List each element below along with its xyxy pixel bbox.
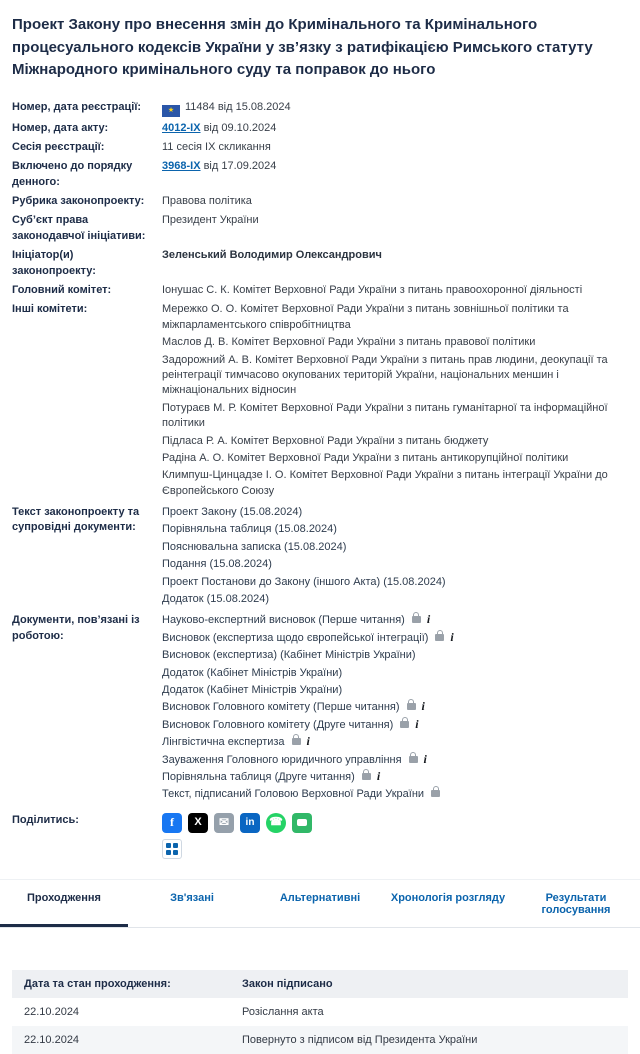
info-icon[interactable]: i xyxy=(376,768,381,783)
agenda-number-link[interactable]: 3968-IX xyxy=(162,160,201,173)
progress-date: 22.10.2024 xyxy=(24,1033,80,1046)
progress-status: Повернуто з підписом від Президента України xyxy=(242,1033,478,1046)
lock-icon xyxy=(400,721,409,728)
document-link[interactable]: Висновок (експертиза щодо європейської інтеграції) xyxy=(162,631,429,644)
documents-list xyxy=(162,505,628,609)
document-link[interactable]: Пояснювальна записка (15.08.2024) xyxy=(162,540,347,553)
act-number-link[interactable]: 4012-IX xyxy=(162,121,201,134)
email-icon[interactable]: ✉ xyxy=(214,813,234,833)
x-icon[interactable]: X xyxy=(188,813,208,833)
related-document xyxy=(162,718,628,733)
committee-item: Радіна А. О. Комітет Верховної Ради України з питань антикорупційної політики xyxy=(162,451,569,464)
related-document xyxy=(162,700,628,715)
committee-item: Маслов Д. В. Комітет Верховної Ради України з питань правової політики xyxy=(162,336,536,349)
field-label: Номер, дата акту: xyxy=(12,121,109,134)
document-link[interactable]: Порівняльна таблиця (15.08.2024) xyxy=(162,523,337,536)
lock-icon xyxy=(431,790,440,797)
agenda-date: від 17.09.2024 xyxy=(200,160,277,173)
field-label: Рубрика законопроекту: xyxy=(12,195,145,208)
committee-item: Підласа Р. А. Комітет Верховної Ради України з питань бюджету xyxy=(162,434,489,447)
field-session xyxy=(12,140,628,155)
progress-status: Розіслання акта xyxy=(242,1005,324,1018)
tab-prohodzhennia[interactable]: Проходження xyxy=(0,880,128,927)
page-title: Проект Закону про внесення змін до Кримінального та Кримінального процесуального кодексів України у зв’язку з ратифікацією Римського статуту Міжнародного кримінального суду та поправок до нього xyxy=(12,16,593,78)
field-rubric xyxy=(12,194,628,209)
initiator-name: Зеленський Володимир Олександрович xyxy=(162,249,382,262)
lock-icon xyxy=(435,634,444,641)
document-link[interactable]: Висновок (експертиза) (Кабінет Міністрів України) xyxy=(162,649,416,662)
related-document xyxy=(162,735,628,750)
info-icon[interactable]: i xyxy=(450,629,454,644)
info-icon[interactable]: i xyxy=(426,612,431,627)
field-value xyxy=(162,159,628,190)
committee-item: Мережко О. О. Комітет Верховної Ради України з питань зовнішньої політики та міжпарламентського співробітництва xyxy=(162,303,569,331)
committee-item: Задорожний А. В. Комітет Верховної Ради України з питань прав людини, деокупації та реінтеграції тимчасово окупованих територій України, національних меншин і міжнаціональних відносин xyxy=(162,353,608,397)
field-agenda xyxy=(12,159,628,190)
field-value: 11 сесія IX скликання xyxy=(162,140,271,153)
field-label: Сесія реєстрації: xyxy=(12,140,105,153)
related-document xyxy=(162,666,628,681)
field-registration xyxy=(12,100,628,117)
field-label: Головний комітет: xyxy=(12,284,112,297)
committee-item: Климпуш-Цинцадзе І. О. Комітет Верховної Ради України з питань інтеграції України до Європейського Союзу xyxy=(162,469,608,497)
info-icon[interactable]: i xyxy=(415,716,419,731)
whatsapp-icon[interactable]: ☎ xyxy=(266,813,286,833)
lock-icon xyxy=(412,616,421,623)
tab-khronolohiia[interactable]: Хронологія розгляду xyxy=(390,891,506,904)
field-value xyxy=(162,100,628,117)
related-document xyxy=(162,648,628,663)
field-initiator xyxy=(12,248,628,279)
document-link[interactable]: Порівняльна таблиця (Друге читання) xyxy=(162,770,355,783)
field-label: Поділитись: xyxy=(12,813,79,826)
field-label: Ініціатор(и) законопроекту: xyxy=(12,249,96,277)
column-header: Дата та стан проходження: xyxy=(24,977,171,990)
table-row xyxy=(12,1026,628,1054)
info-icon[interactable]: i xyxy=(306,734,310,749)
field-other-committees xyxy=(12,302,628,501)
field-label: Номер, дата реєстрації: xyxy=(12,100,142,113)
table-row xyxy=(12,998,628,1026)
document-link[interactable]: Додаток (15.08.2024) xyxy=(162,593,270,606)
progress-table-header xyxy=(12,970,628,998)
field-share xyxy=(12,813,628,859)
tab-zviazani[interactable]: Зв'язані xyxy=(170,891,214,904)
field-label: Суб’єкт права законодавчої ініціативи: xyxy=(12,214,146,242)
document-link[interactable]: Текст, підписаний Головою Верховної Ради України xyxy=(162,788,425,801)
related-document xyxy=(162,787,628,802)
related-document xyxy=(162,770,628,785)
field-value: Правова політика xyxy=(162,195,252,208)
column-header: Закон підписано xyxy=(242,977,333,990)
progress-table xyxy=(12,970,628,1054)
document-link[interactable]: Зауваження Головного юридичного управління xyxy=(162,753,402,766)
progress-date: 22.10.2024 xyxy=(24,1005,80,1018)
sms-icon[interactable] xyxy=(292,813,312,833)
field-label: Інші комітети: xyxy=(12,303,88,316)
info-icon[interactable]: i xyxy=(423,751,427,766)
other-committees-list xyxy=(162,302,628,501)
field-label: Документи, пов’язані із роботою: xyxy=(12,614,140,642)
tab-rezultaty[interactable]: Результати голосування xyxy=(541,891,611,916)
info-icon[interactable]: i xyxy=(421,699,425,714)
tab-alternatyvni[interactable]: Альтернативні xyxy=(279,891,361,904)
committee-item: Потураєв М. Р. Комітет Верховної Ради України з питань гуманітарної та інформаційної політики xyxy=(162,401,608,430)
field-related-documents xyxy=(12,613,628,804)
field-subject xyxy=(12,213,628,244)
field-main-committee xyxy=(12,283,628,298)
tab-bar xyxy=(0,879,640,928)
field-label: Включено до порядку денного: xyxy=(12,160,133,188)
lock-icon xyxy=(292,738,301,745)
registration-number: 11484 від 15.08.2024 xyxy=(185,100,291,113)
linkedin-icon[interactable]: in xyxy=(240,813,260,833)
facebook-icon[interactable]: f xyxy=(162,813,182,833)
related-document xyxy=(162,683,628,698)
document-link[interactable]: Науково-експертний висновок (Перше читання) xyxy=(162,614,405,627)
document-link[interactable]: Лінгвістична експертиза xyxy=(162,736,285,749)
lock-icon xyxy=(362,773,371,780)
bill-fields xyxy=(12,100,628,859)
eu-flag-icon: ★ xyxy=(162,105,180,117)
field-value: Президент України xyxy=(162,214,259,227)
related-document xyxy=(162,631,628,646)
qr-row xyxy=(162,839,628,859)
related-document xyxy=(162,613,628,628)
related-documents-list xyxy=(162,613,628,804)
related-document xyxy=(162,753,628,768)
qr-code-icon[interactable] xyxy=(162,839,182,859)
field-label: Текст законопроекту та супровідні документи: xyxy=(12,506,140,534)
field-act xyxy=(12,121,628,136)
share-icons-row xyxy=(162,813,628,833)
document-link[interactable]: Додаток (Кабінет Міністрів України) xyxy=(162,684,343,696)
share-block xyxy=(162,813,628,859)
document-link[interactable]: Висновок Головного комітету (Перше читання) xyxy=(162,701,400,714)
field-documents xyxy=(12,505,628,609)
document-link[interactable]: Проект Постанови до Закону (іншого Акта) (15.08.2024) xyxy=(162,575,446,588)
field-value xyxy=(162,121,628,136)
lock-icon xyxy=(409,756,418,763)
main-committee-value: Іонушас С. К. Комітет Верховної Ради України з питань правоохоронної діяльності xyxy=(162,284,583,297)
act-date: від 09.10.2024 xyxy=(200,121,277,134)
document-link[interactable]: Проект Закону (15.08.2024) xyxy=(162,506,303,519)
document-link[interactable]: Висновок Головного комітету (Друге читання) xyxy=(162,718,394,731)
document-link[interactable]: Додаток (Кабінет Міністрів України) xyxy=(162,666,343,679)
document-link[interactable]: Подання (15.08.2024) xyxy=(162,558,272,571)
lock-icon xyxy=(407,703,416,710)
